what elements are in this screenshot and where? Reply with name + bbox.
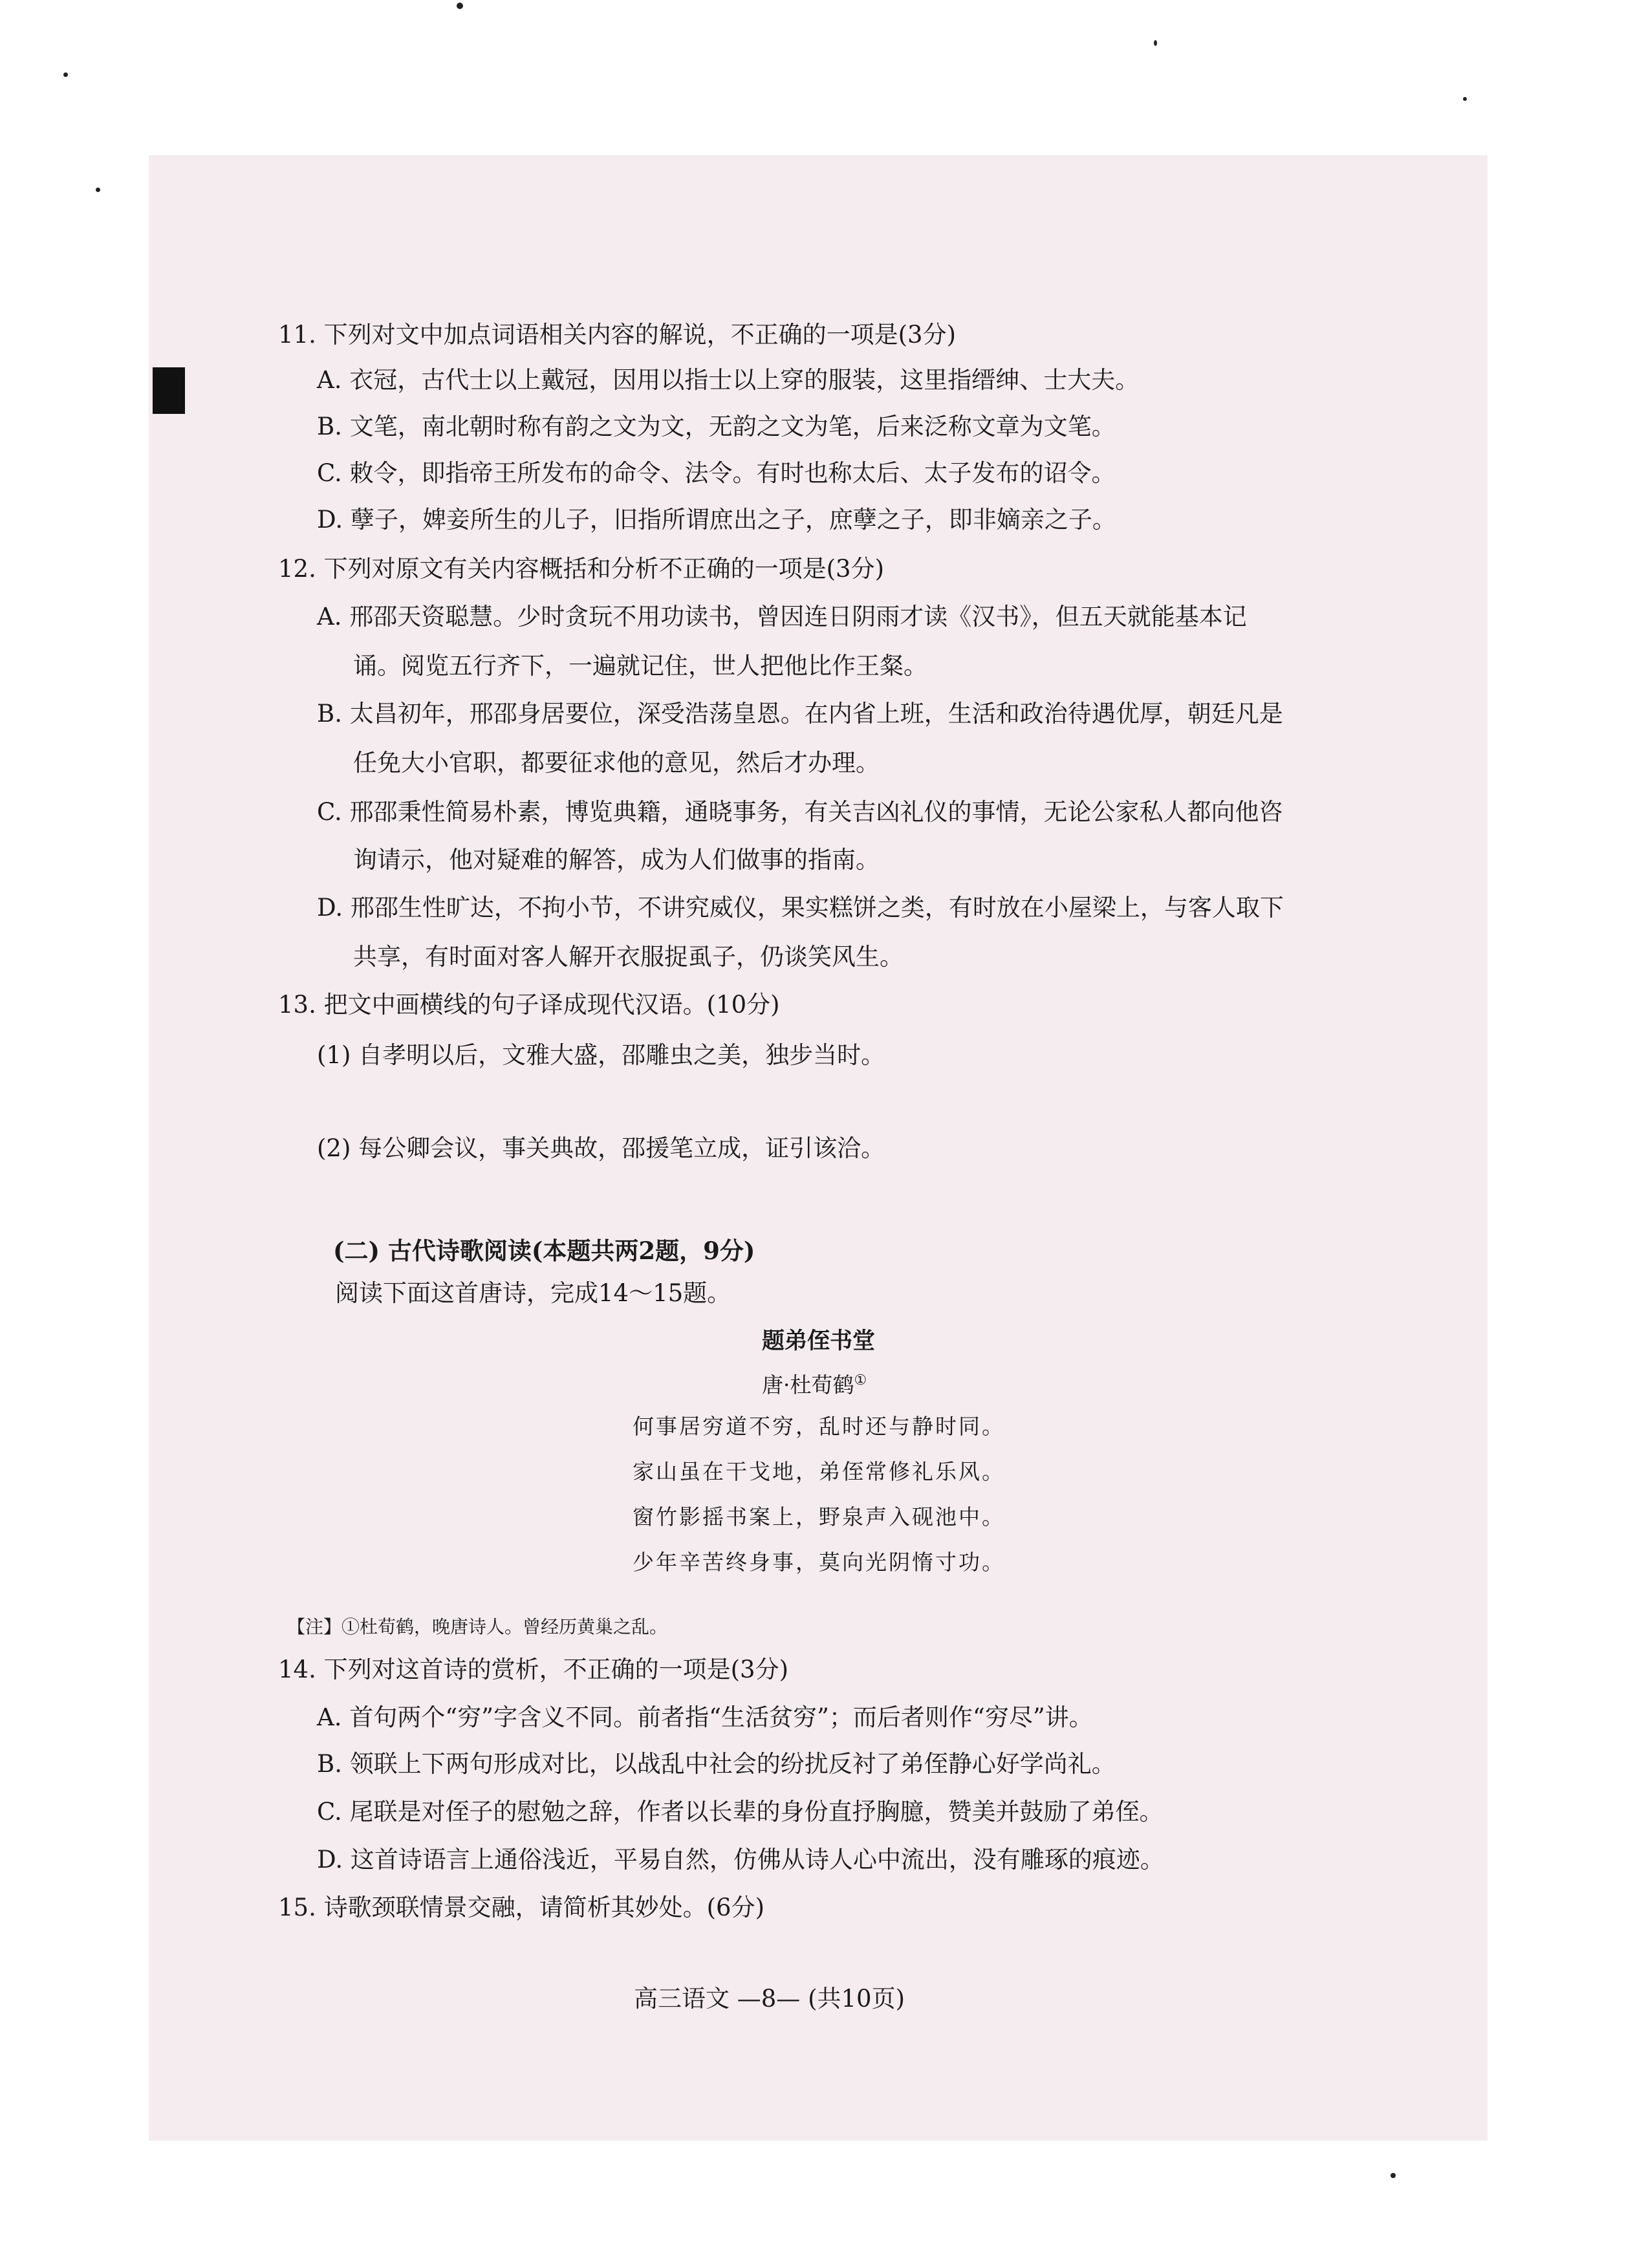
question-11-stem: 11. 下列对文中加点词语相关内容的解说，不正确的一项是(3分) — [278, 321, 957, 349]
speck — [1463, 97, 1467, 101]
registration-mark — [153, 367, 185, 414]
poem-author: 唐·杜荀鹤① — [762, 1372, 867, 1398]
question-11-option-d: D. 孽子，婢妾所生的儿子，旧指所谓庶出之子，庶孽之子，即非嫡亲之子。 — [317, 506, 1116, 534]
poem-line-2: 家山虽在干戈地，弟侄常修礼乐风。 — [633, 1459, 1005, 1484]
question-14-stem: 14. 下列对这首诗的赏析，不正确的一项是(3分) — [278, 1656, 789, 1683]
question-11-option-c: C. 敕令，即指帝王所发布的命令、法令。有时也称太后、太子发布的诏令。 — [317, 459, 1116, 487]
question-14-option-b: B. 领联上下两句形成对比，以战乱中社会的纷扰反衬了弟侄静心好学尚礼。 — [317, 1750, 1116, 1778]
speck — [63, 72, 68, 77]
question-12-option-b-cont: 任免大小官职，都要征求他的意见，然后才办理。 — [353, 749, 880, 777]
question-15-stem: 15. 诗歌颈联情景交融，请简析其妙处。(6分) — [278, 1894, 765, 1921]
speck — [1391, 2173, 1396, 2178]
poem-line-3: 窗竹影摇书案上，野泉声入砚池中。 — [633, 1504, 1005, 1529]
question-12-option-c-cont: 询请示，他对疑难的解答，成为人们做事的指南。 — [353, 846, 880, 874]
question-12-option-a-cont: 诵。阅览五行齐下，一遍就记住，世人把他比作王粲。 — [353, 652, 927, 680]
question-14-option-c: C. 尾联是对侄子的慰勉之辞，作者以长辈的身份直抒胸臆，赞美并鼓励了弟侄。 — [317, 1798, 1164, 1826]
poem-note: 【注】①杜荀鹤，晚唐诗人。曾经历黄巢之乱。 — [287, 1616, 668, 1637]
speck — [96, 188, 100, 192]
question-11-option-b: B. 文笔，南北朝时称有韵之文为文，无韵之文为笔，后来泛称文章为文笔。 — [317, 413, 1116, 440]
question-13-sentence-2: (2) 每公卿会议，事关典故，邵援笔立成，证引该洽。 — [317, 1134, 885, 1162]
question-12-option-b: B. 太昌初年，邢邵身居要位，深受浩荡皇恩。在内省上班，生活和政治待遇优厚，朝廷凡是 — [317, 700, 1283, 728]
question-11-option-a: A. 衣冠，古代士以上戴冠，因用以指士以上穿的服装，这里指缙绅、士大夫。 — [317, 366, 1140, 394]
question-14-option-d: D. 这首诗语言上通俗浅近，平易自然，仿佛从诗人心中流出，没有雕琢的痕迹。 — [317, 1846, 1164, 1874]
section-heading: (二) 古代诗歌阅读(本题共两2题，9分) — [333, 1237, 755, 1265]
poem-line-4: 少年辛苦终身事，莫向光阴惰寸功。 — [633, 1550, 1005, 1575]
poem-title: 题弟侄书堂 — [762, 1328, 876, 1354]
speck — [1154, 40, 1157, 46]
poem-line-1: 何事居穷道不穷，乱时还与静时同。 — [633, 1414, 1005, 1439]
speck — [457, 3, 463, 9]
question-12-option-d-cont: 共享，有时面对客人解开衣服捉虱子，仍谈笑风生。 — [353, 943, 904, 971]
question-13-stem: 13. 把文中画横线的句子译成现代汉语。(10分) — [278, 991, 780, 1019]
question-12-option-a: A. 邢邵天资聪慧。少时贪玩不用功读书，曾因连日阴雨才读《汉书》，但五天就能基本记 — [317, 603, 1247, 631]
question-12-option-d: D. 邢邵生性旷达，不拘小节，不讲究威仪，果实糕饼之类，有时放在小屋梁上，与客人取下 — [317, 894, 1284, 922]
page-footer: 高三语文 —8— (共10页) — [634, 1985, 905, 2013]
question-12-option-c: C. 邢邵秉性简易朴素，博览典籍，通晓事务，有关吉凶礼仪的事情，无论公家私人都向他咨 — [317, 798, 1283, 826]
section-instruction: 阅读下面这首唐诗，完成14～15题。 — [335, 1279, 731, 1307]
question-13-sentence-1: (1) 自孝明以后，文雅大盛，邵雕虫之美，独步当时。 — [317, 1041, 885, 1069]
question-12-stem: 12. 下列对原文有关内容概括和分析不正确的一项是(3分) — [278, 555, 885, 583]
question-14-option-a: A. 首句两个“穷”字含义不同。前者指“生活贫穷”；而后者则作“穷尽”讲。 — [317, 1703, 1093, 1731]
